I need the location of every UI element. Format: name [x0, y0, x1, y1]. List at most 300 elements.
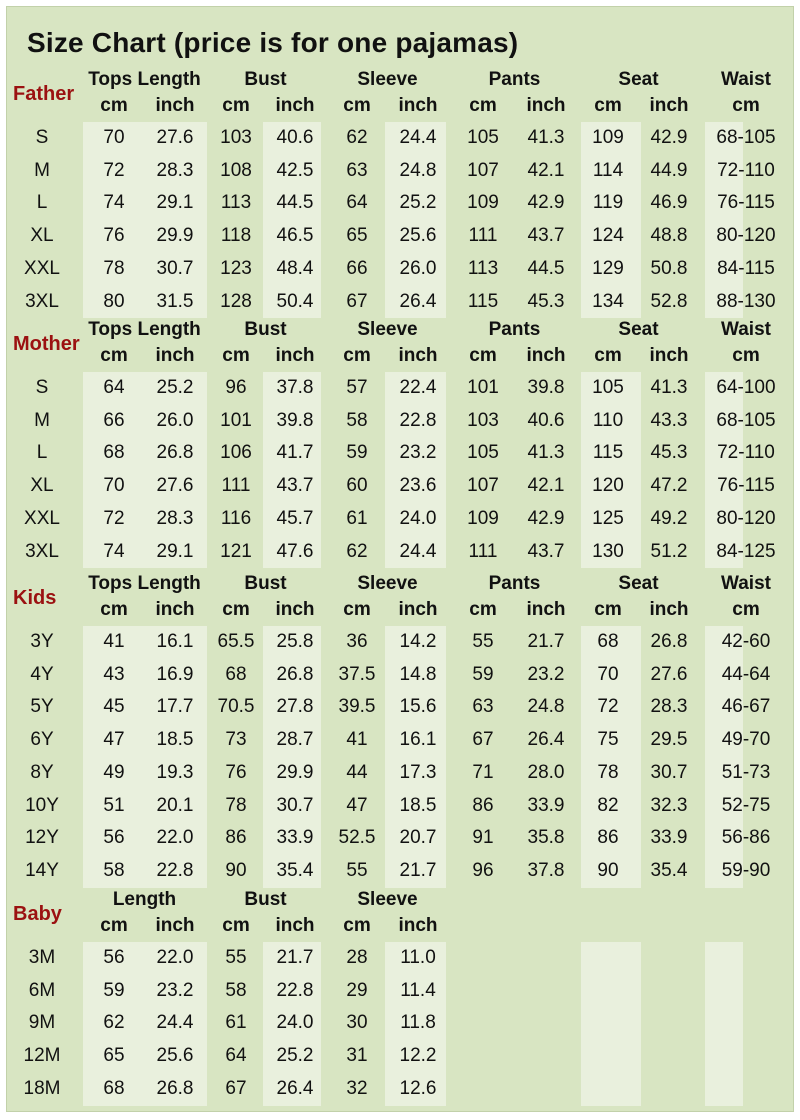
table-cell: 33.9: [650, 827, 688, 849]
table-cell: 72: [597, 696, 619, 718]
table-cell: 33.9: [527, 794, 565, 816]
table-cell: 30.7: [276, 794, 314, 816]
table-cell: 26.4: [276, 1077, 314, 1099]
table-cell: 16.1: [156, 631, 194, 652]
table-cell: 20.7: [399, 827, 437, 849]
unit-header: cm: [469, 95, 497, 116]
table-cell: 45.3: [650, 442, 688, 464]
table-cell: 72-110: [717, 442, 775, 464]
table-cell: 61: [346, 507, 368, 529]
table-cell: 76: [103, 225, 125, 247]
table-cell: 12.6: [399, 1077, 437, 1099]
table-cell: 110: [592, 409, 624, 431]
table-cell: 35.4: [276, 859, 314, 881]
table-cell: 65: [103, 1045, 125, 1067]
table-cell: 26.8: [650, 631, 688, 652]
column-group-header: Length: [112, 889, 177, 910]
table-cell: 30.7: [650, 761, 688, 783]
column-stripe: [581, 942, 641, 1106]
table-cell: 80-120: [716, 507, 776, 529]
table-cell: 63: [346, 159, 368, 181]
table-cell: 57: [346, 377, 368, 398]
table-cell: 80: [103, 290, 125, 312]
table-cell: 22.8: [399, 409, 437, 431]
table-cell: 59: [472, 663, 494, 685]
table-cell: 46.9: [650, 192, 688, 214]
table-cell: 67: [472, 729, 494, 751]
table-cell: 27.6: [650, 663, 688, 685]
unit-header: inch: [275, 599, 315, 620]
table-cell: 76-115: [717, 475, 775, 497]
table-cell: 26.0: [156, 409, 194, 431]
table-cell: 66: [103, 409, 125, 431]
table-cell: 111: [221, 475, 251, 497]
size-label: 6M: [28, 979, 56, 1001]
table-cell: 48.8: [650, 225, 688, 247]
section-label: Kids: [13, 587, 57, 609]
table-cell: 49: [103, 761, 125, 783]
table-cell: 21.7: [527, 631, 565, 652]
table-cell: 68: [225, 663, 247, 685]
table-cell: 21.7: [399, 859, 437, 881]
table-cell: 59: [103, 979, 125, 1001]
table-cell: 23.6: [399, 475, 437, 497]
section-label: Baby: [13, 903, 62, 925]
column-group-header: Tops Length: [88, 69, 201, 90]
table-cell: 106: [220, 442, 252, 464]
table-cell: 37.8: [276, 377, 314, 398]
unit-header: cm: [594, 345, 622, 366]
table-cell: 42.1: [527, 475, 565, 497]
table-cell: 67: [346, 290, 368, 312]
table-cell: 46.5: [276, 225, 314, 247]
table-cell: 33.9: [276, 827, 314, 849]
column-group-header: Tops Length: [88, 573, 201, 594]
table-cell: 36: [346, 631, 368, 652]
column-group-header: Sleeve: [357, 69, 418, 90]
table-cell: 51: [103, 794, 125, 816]
table-cell: 26.0: [399, 257, 437, 279]
table-cell: 24.0: [276, 1012, 314, 1034]
table-cell: 27.8: [276, 696, 314, 718]
table-cell: 25.6: [156, 1045, 194, 1067]
table-cell: 26.8: [156, 442, 194, 464]
table-cell: 47: [103, 729, 125, 751]
table-cell: 28: [346, 947, 368, 968]
table-cell: 32: [346, 1077, 368, 1099]
table-cell: 45.7: [276, 507, 314, 529]
table-cell: 25.2: [399, 192, 437, 214]
table-cell: 47.6: [276, 540, 314, 562]
table-cell: 62: [346, 127, 368, 148]
table-cell: 121: [220, 540, 252, 562]
table-cell: 39.8: [276, 409, 314, 431]
table-cell: 23.2: [399, 442, 437, 464]
table-cell: 31.5: [156, 290, 194, 312]
table-cell: 113: [220, 192, 252, 214]
size-label: 10Y: [25, 794, 59, 816]
table-cell: 62: [103, 1012, 125, 1034]
table-cell: 23.2: [156, 979, 194, 1001]
table-cell: 64: [225, 1045, 247, 1067]
table-cell: 29.5: [650, 729, 688, 751]
table-cell: 30: [346, 1012, 368, 1034]
table-cell: 70: [103, 475, 125, 497]
table-cell: 60: [346, 475, 368, 497]
unit-header: cm: [222, 915, 250, 936]
unit-header: cm: [222, 95, 250, 116]
column-group-header: Pants: [488, 69, 541, 90]
table-cell: 23.2: [527, 663, 565, 685]
table-cell: 105: [467, 442, 499, 464]
table-cell: 86: [597, 827, 619, 849]
table-cell: 129: [592, 257, 624, 279]
unit-header: inch: [398, 599, 438, 620]
table-cell: 109: [592, 127, 624, 148]
table-cell: 80-120: [716, 225, 776, 247]
unit-header: cm: [343, 95, 371, 116]
table-cell: 134: [592, 290, 624, 312]
column-group-header: Seat: [618, 573, 659, 594]
table-cell: 43: [103, 663, 125, 685]
table-cell: 105: [467, 127, 499, 148]
size-label: 14Y: [25, 859, 59, 881]
table-cell: 103: [220, 127, 252, 148]
unit-header: inch: [155, 95, 195, 116]
table-cell: 64: [346, 192, 368, 214]
table-cell: 18.5: [156, 729, 194, 751]
table-cell: 11.4: [400, 979, 436, 1001]
table-cell: 40.6: [527, 409, 565, 431]
table-cell: 84-125: [716, 540, 776, 562]
table-cell: 28.7: [276, 729, 314, 751]
table-cell: 78: [597, 761, 619, 783]
size-chart-sheet: [6, 6, 794, 1112]
column-group-header: Waist: [721, 573, 771, 594]
size-label: 3M: [28, 947, 56, 968]
unit-header: cm: [100, 345, 128, 366]
table-cell: 22.0: [156, 827, 194, 849]
table-cell: 43.3: [650, 409, 688, 431]
table-cell: 24.4: [399, 540, 437, 562]
table-cell: 26.4: [527, 729, 565, 751]
table-cell: 43.7: [527, 225, 565, 247]
table-cell: 109: [467, 507, 499, 529]
size-label: 18M: [23, 1077, 61, 1099]
size-label: 12Y: [25, 827, 59, 849]
unit-header: cm: [222, 345, 250, 366]
table-cell: 90: [225, 859, 247, 881]
table-cell: 119: [592, 192, 624, 214]
table-cell: 12.2: [399, 1045, 437, 1067]
table-cell: 86: [225, 827, 247, 849]
table-cell: 30.7: [156, 257, 194, 279]
table-cell: 41.3: [527, 442, 565, 464]
table-cell: 35.4: [650, 859, 688, 881]
table-cell: 47.2: [650, 475, 688, 497]
table-cell: 49-70: [721, 729, 771, 751]
table-cell: 59: [346, 442, 368, 464]
column-group-header: Bust: [244, 319, 287, 340]
table-cell: 72: [103, 507, 125, 529]
unit-header: inch: [275, 915, 315, 936]
table-cell: 101: [467, 377, 499, 398]
column-group-header: Sleeve: [357, 573, 418, 594]
size-label: XXL: [24, 507, 60, 529]
unit-header: cm: [343, 345, 371, 366]
table-cell: 125: [592, 507, 624, 529]
unit-header: inch: [526, 599, 566, 620]
table-cell: 78: [225, 794, 247, 816]
table-cell: 68-105: [716, 127, 776, 148]
table-cell: 74: [103, 540, 125, 562]
unit-header: inch: [526, 95, 566, 116]
table-cell: 45.3: [527, 290, 565, 312]
table-cell: 27.6: [156, 475, 194, 497]
table-cell: 65: [346, 225, 368, 247]
table-cell: 75: [597, 729, 619, 751]
table-cell: 44.9: [650, 159, 688, 181]
table-cell: 48.4: [276, 257, 314, 279]
table-cell: 28.3: [650, 696, 688, 718]
size-label: 3XL: [25, 290, 59, 312]
table-cell: 56: [103, 827, 125, 849]
table-cell: 52.5: [338, 827, 376, 849]
size-label: M: [34, 159, 50, 181]
table-cell: 73: [225, 729, 247, 751]
table-cell: 29: [346, 979, 368, 1001]
table-cell: 82: [597, 794, 619, 816]
unit-header: cm: [100, 599, 128, 620]
table-cell: 29.9: [156, 225, 194, 247]
table-cell: 111: [468, 540, 498, 562]
table-cell: 29.9: [276, 761, 314, 783]
column-group-header: Pants: [488, 319, 541, 340]
size-label: M: [34, 409, 50, 431]
unit-header: inch: [155, 345, 195, 366]
unit-header: cm: [343, 599, 371, 620]
size-label: 4Y: [30, 663, 54, 685]
table-cell: 14.8: [399, 663, 437, 685]
table-cell: 11.0: [400, 947, 436, 968]
table-cell: 25.8: [276, 631, 314, 652]
table-cell: 42.9: [527, 192, 565, 214]
table-cell: 118: [220, 225, 252, 247]
size-label: 12M: [23, 1045, 61, 1067]
unit-header: inch: [275, 345, 315, 366]
table-cell: 14.2: [399, 631, 437, 652]
table-cell: 96: [225, 377, 247, 398]
table-cell: 17.7: [156, 696, 194, 718]
table-cell: 84-115: [717, 257, 775, 279]
unit-header: cm: [732, 599, 760, 620]
column-group-header: Tops Length: [88, 319, 201, 340]
table-cell: 43.7: [527, 540, 565, 562]
table-cell: 67: [225, 1077, 247, 1099]
table-cell: 86: [472, 794, 494, 816]
table-cell: 22.8: [276, 979, 314, 1001]
table-cell: 18.5: [399, 794, 437, 816]
unit-header: cm: [594, 95, 622, 116]
table-cell: 108: [220, 159, 252, 181]
table-cell: 41.3: [650, 377, 688, 398]
table-cell: 68: [103, 442, 125, 464]
table-cell: 46-67: [721, 696, 771, 718]
size-label: 3Y: [30, 631, 54, 652]
table-cell: 52.8: [650, 290, 688, 312]
unit-header: cm: [732, 95, 760, 116]
table-cell: 25.2: [276, 1045, 314, 1067]
table-cell: 51.2: [650, 540, 688, 562]
table-cell: 130: [592, 540, 624, 562]
table-cell: 45: [103, 696, 125, 718]
table-cell: 70: [103, 127, 125, 148]
unit-header: cm: [222, 599, 250, 620]
table-cell: 29.1: [156, 540, 194, 562]
unit-header: inch: [398, 915, 438, 936]
table-cell: 22.0: [156, 947, 194, 968]
table-cell: 32.3: [650, 794, 688, 816]
size-label: XL: [30, 475, 54, 497]
unit-header: cm: [594, 599, 622, 620]
table-cell: 16.1: [399, 729, 437, 751]
table-cell: 44-64: [721, 663, 771, 685]
table-cell: 120: [592, 475, 624, 497]
table-cell: 61: [225, 1012, 247, 1034]
table-cell: 16.9: [156, 663, 194, 685]
table-cell: 103: [467, 409, 499, 431]
table-cell: 20.1: [156, 794, 194, 816]
table-cell: 52-75: [721, 794, 771, 816]
table-cell: 50.4: [276, 290, 314, 312]
table-cell: 41: [103, 631, 125, 652]
unit-header: inch: [398, 345, 438, 366]
size-label: XXL: [24, 257, 60, 279]
table-cell: 124: [592, 225, 624, 247]
unit-header: inch: [155, 599, 195, 620]
table-cell: 91: [472, 827, 494, 849]
table-cell: 115: [467, 290, 499, 312]
table-cell: 15.6: [399, 696, 437, 718]
section-label: Father: [13, 83, 75, 105]
table-cell: 72-110: [717, 159, 775, 181]
column-group-header: Pants: [488, 573, 541, 594]
table-cell: 17.3: [399, 761, 437, 783]
unit-header: inch: [649, 95, 689, 116]
size-label: 3XL: [25, 540, 59, 562]
table-cell: 37.8: [527, 859, 565, 881]
table-cell: 11.8: [400, 1012, 436, 1034]
table-cell: 58: [346, 409, 368, 431]
table-cell: 42.5: [276, 159, 314, 181]
size-label: 6Y: [30, 729, 54, 751]
table-cell: 56: [103, 947, 125, 968]
table-cell: 40.6: [276, 127, 314, 148]
unit-header: cm: [343, 915, 371, 936]
table-cell: 107: [467, 159, 499, 181]
unit-header: inch: [275, 95, 315, 116]
table-cell: 22.8: [156, 859, 194, 881]
table-cell: 62: [346, 540, 368, 562]
table-cell: 105: [592, 377, 624, 398]
table-cell: 26.8: [156, 1077, 194, 1099]
table-cell: 68-105: [716, 409, 776, 431]
table-cell: 26.8: [276, 663, 314, 685]
table-cell: 41.7: [276, 442, 314, 464]
table-cell: 24.0: [399, 507, 437, 529]
column-group-header: Bust: [244, 889, 287, 910]
table-cell: 28.0: [527, 761, 565, 783]
table-cell: 22.4: [399, 377, 437, 398]
table-cell: 50.8: [650, 257, 688, 279]
table-cell: 113: [467, 257, 499, 279]
page-title: Size Chart (price is for one pajamas): [27, 27, 519, 58]
table-cell: 39.8: [527, 377, 565, 398]
unit-header: cm: [732, 345, 760, 366]
table-cell: 66: [346, 257, 368, 279]
table-cell: 47: [346, 794, 368, 816]
table-cell: 70.5: [217, 696, 255, 718]
table-cell: 90: [597, 859, 619, 881]
table-cell: 31: [346, 1045, 368, 1067]
size-label: XL: [30, 225, 54, 247]
size-label: 8Y: [30, 761, 54, 783]
unit-header: inch: [649, 599, 689, 620]
table-cell: 42-60: [721, 631, 771, 652]
table-cell: 27.6: [156, 127, 194, 148]
column-group-header: Bust: [244, 69, 287, 90]
table-cell: 64-100: [716, 377, 776, 398]
unit-header: cm: [100, 95, 128, 116]
table-cell: 59-90: [721, 859, 771, 881]
column-group-header: Seat: [618, 69, 659, 90]
table-cell: 21.7: [276, 947, 314, 968]
size-label: S: [35, 377, 49, 398]
table-cell: 76: [225, 761, 247, 783]
size-label: 5Y: [30, 696, 54, 718]
table-cell: 74: [103, 192, 125, 214]
section-label: Mother: [13, 333, 80, 355]
table-cell: 123: [220, 257, 252, 279]
table-cell: 128: [220, 290, 252, 312]
column-group-header: Waist: [721, 69, 771, 90]
size-label: L: [36, 442, 48, 464]
size-label: 9M: [28, 1012, 56, 1034]
table-cell: 42.1: [527, 159, 565, 181]
table-cell: 26.4: [399, 290, 437, 312]
table-cell: 44.5: [527, 257, 565, 279]
table-cell: 24.8: [399, 159, 437, 181]
table-cell: 35.8: [527, 827, 565, 849]
table-cell: 42.9: [650, 127, 688, 148]
table-cell: 41.3: [527, 127, 565, 148]
table-cell: 72: [103, 159, 125, 181]
table-cell: 55: [225, 947, 247, 968]
unit-header: cm: [100, 915, 128, 936]
column-group-header: Seat: [618, 319, 659, 340]
table-cell: 114: [592, 159, 624, 181]
table-cell: 68: [597, 631, 619, 652]
table-cell: 24.8: [527, 696, 565, 718]
table-cell: 25.2: [156, 377, 194, 398]
unit-header: inch: [398, 95, 438, 116]
table-cell: 55: [346, 859, 368, 881]
table-cell: 70: [597, 663, 619, 685]
unit-header: inch: [649, 345, 689, 366]
table-cell: 65.5: [217, 631, 255, 652]
unit-header: inch: [155, 915, 195, 936]
table-cell: 68: [103, 1077, 125, 1099]
